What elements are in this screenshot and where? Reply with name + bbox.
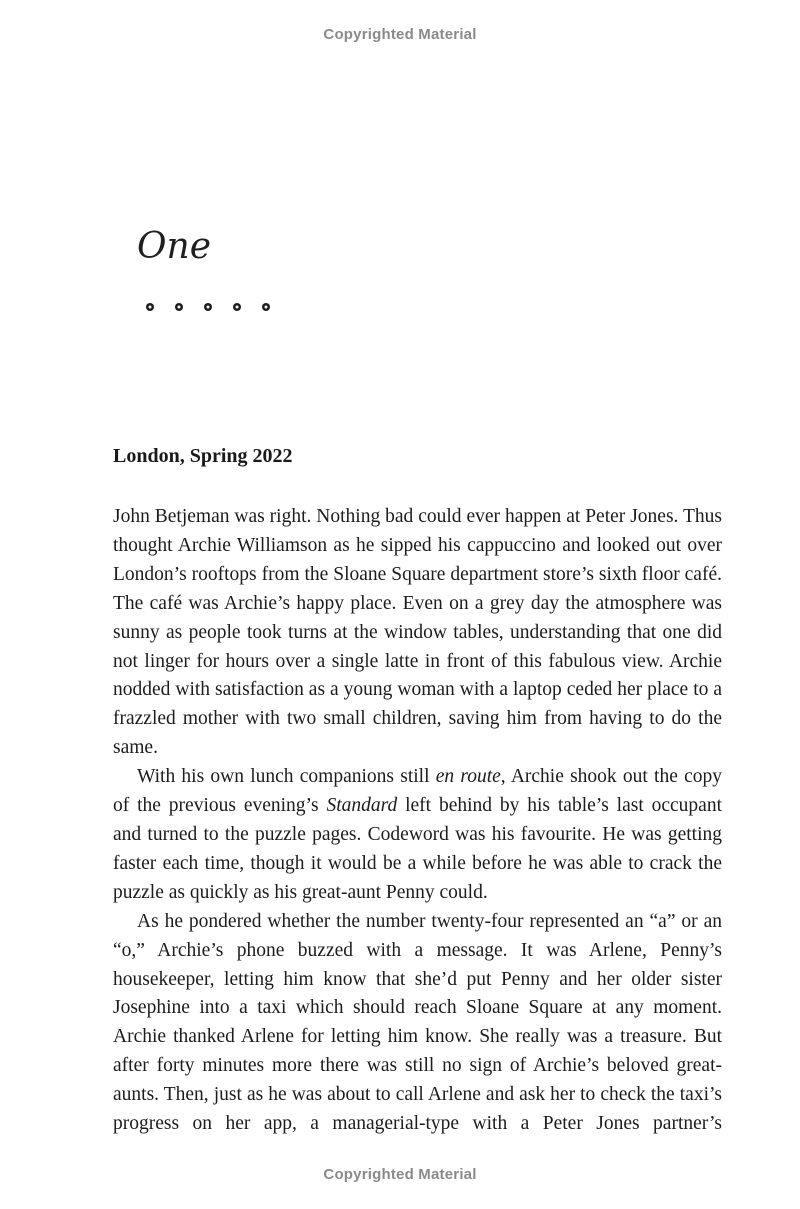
copyright-watermark-bottom: Copyrighted Material (323, 1166, 477, 1183)
paragraph-2-italic-standard: Standard (326, 795, 398, 817)
chapter-ornament (146, 303, 270, 311)
body-text (113, 503, 722, 1139)
ornament-dot-icon (262, 303, 270, 311)
chapter-title: One (137, 226, 212, 267)
section-heading: London, Spring 2022 (113, 445, 293, 467)
copyright-watermark-top: Copyrighted Material (323, 26, 477, 43)
ornament-dot-icon (146, 303, 154, 311)
paragraph-2-text-e: left behind by his table’s last occupant and turned to the puzzle pages. Codeword was his favourite. He was getting faster each time, though it would be a while before he was able to crack the puzzle as quickly as his great-aunt Penny could. (113, 795, 722, 903)
paragraph-2-text-a: With his own lunch companions still (137, 766, 436, 788)
paragraph-2-italic-en-route: en route (435, 766, 501, 788)
paragraph-3: As he pondered whether the number twenty-four represented an “a” or an “o,” Archie’s phone buzzed with a message. It was Arlene, Penny’s housekeeper, letting him know that she’d put Penny and her older sister Josephine into a taxi which should reach Sloane Square at any moment. Archie thanked Arlene for letting him know. She really was a treasure. But after forty minutes more there was still no sign of Archie’s beloved great-aunts. Then, just as he was about to call Arlene and ask her to check the taxi’s progress on her app, a managerial-type with a Peter Jones partner’s (113, 910, 722, 1135)
ornament-dot-icon (175, 303, 183, 311)
paragraph-2-text-c: , Archie shook out the copy of the previous evening’s (113, 766, 723, 817)
paragraph-2 (113, 763, 722, 908)
paragraph-1: John Betjeman was right. Nothing bad could ever happen at Peter Jones. Thus thought Archie Williamson as he sipped his cappuccino and looked out over London’s rooftops from the Sloane Square department store’s sixth floor café. The café was Archie’s happy place. Even on a grey day the atmosphere was sunny as people took turns at the window tables, understanding that one did not linger for hours over a single latte in front of this fabulous view. Archie nodded with satisfaction as a young woman with a laptop ceded her place to a frazzled mother with two small children, saving him from having to do the same. (113, 506, 722, 759)
ornament-dot-icon (204, 303, 212, 311)
ornament-dot-icon (233, 303, 241, 311)
